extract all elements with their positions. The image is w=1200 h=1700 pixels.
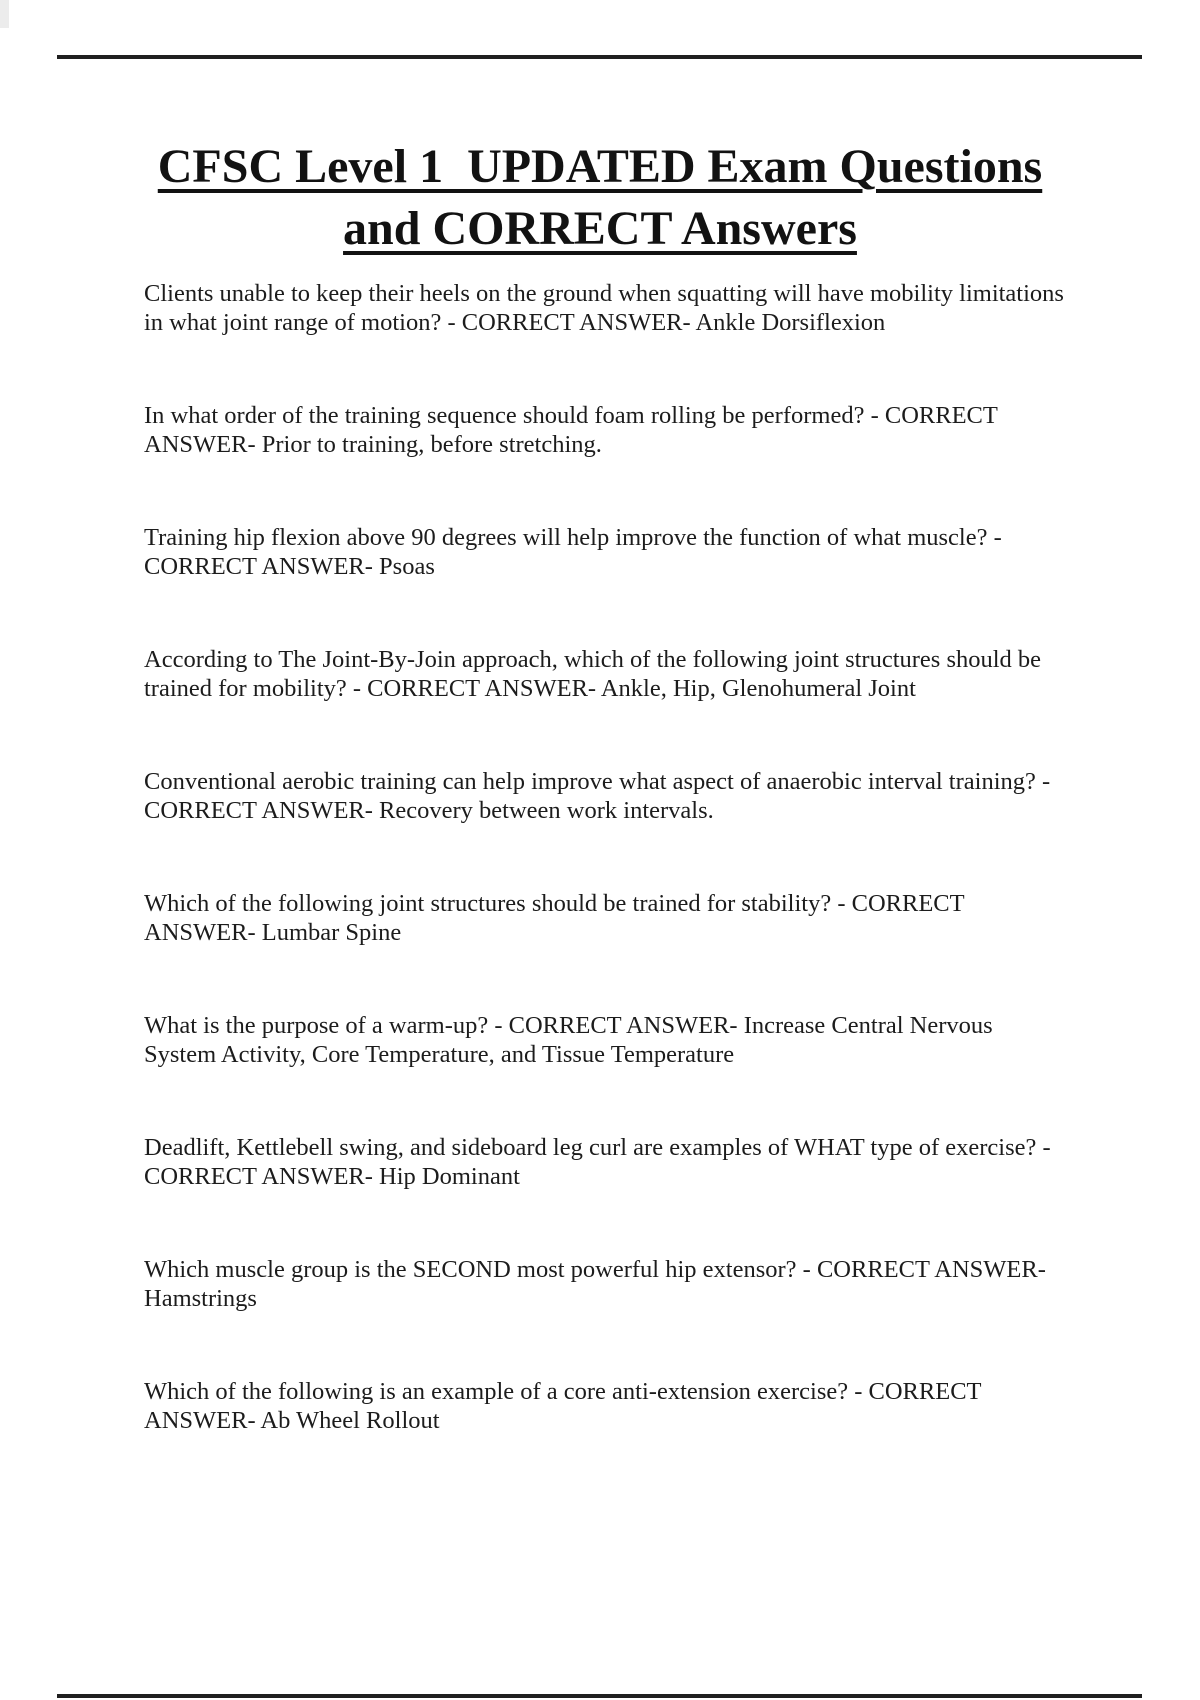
qa-paragraph: Which of the following is an example of a core anti-extension exercise? - CORRECT ANSWER- Ab Wheel Rollout — [144, 1378, 982, 1434]
footer-rule — [57, 1694, 1142, 1698]
qa-paragraph: Clients unable to keep their heels on the ground when squatting will have mobility limitations in what joint range of motion? - CORRECT ANSWER- Ankle Dorsiflexion — [144, 280, 1064, 336]
qa-paragraph: According to The Joint-By-Join approach, which of the following joint structures should be trained for mobility? - CORRECT ANSWER- Ankle, Hip, Glenohumeral Joint — [144, 646, 1042, 702]
qa-paragraph: What is the purpose of a warm-up? - CORRECT ANSWER- Increase Central Nervous System Activity, Core Temperature, and Tissue Temperature — [144, 1012, 993, 1068]
title-line-2: and CORRECT Answers — [343, 202, 857, 255]
qa-paragraph: In what order of the training sequence should foam rolling be performed? - CORRECT ANSWER- Prior to training, before stretching. — [144, 402, 998, 458]
qa-list — [144, 279, 1066, 1499]
qa-paragraph: Conventional aerobic training can help improve what aspect of anaerobic interval training? - CORRECT ANSWER- Recovery between work intervals. — [144, 768, 1051, 824]
qa-paragraph: Which of the following joint structures should be trained for stability? - CORRECT ANSWER- Lumbar Spine — [144, 890, 965, 946]
header-rule — [57, 55, 1142, 59]
scan-artifact — [0, 0, 9, 28]
qa-paragraph: Training hip flexion above 90 degrees will help improve the function of what muscle? - CORRECT ANSWER- Psoas — [144, 524, 1002, 580]
qa-paragraph: Deadlift, Kettlebell swing, and sideboard leg curl are examples of WHAT type of exercise? - CORRECT ANSWER- Hip Dominant — [144, 1134, 1051, 1190]
document-title — [139, 136, 1061, 260]
title-line-1: CFSC Level 1 UPDATED Exam Questions — [157, 140, 1043, 193]
qa-paragraph: Which muscle group is the SECOND most powerful hip extensor? - CORRECT ANSWER- Hamstrings — [144, 1256, 1046, 1312]
